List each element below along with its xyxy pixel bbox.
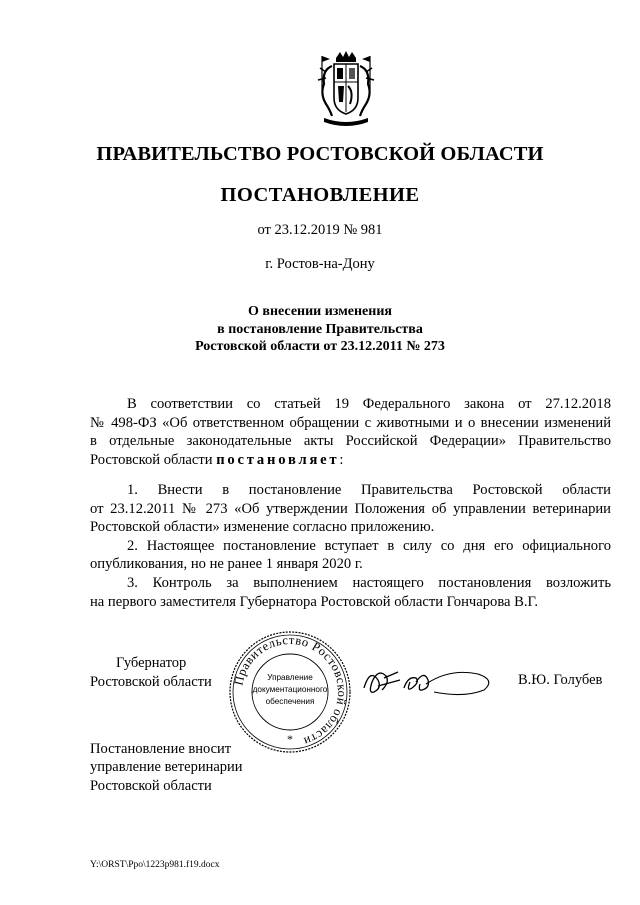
submitted-by-line: Ростовской области [90,777,212,794]
item-2-line: опубликования, но не ранее 1 января 2020 г. [90,556,363,573]
city: г. Ростов-на-Дону [265,256,375,272]
item-2-line: 2. Настоящее постановление вступает в силу со дня его официального [127,537,611,554]
signatory-name: В.Ю. Голубев [518,672,603,688]
preamble-line: в отдельные законодательные акты Российской Федерации» Правительство [90,433,611,450]
preamble [90,395,611,469]
stamp-center-line: Управление [267,673,313,682]
colon: : [339,451,344,468]
resolution-items [90,481,611,611]
document-subject [0,303,640,356]
decides-word: постановляет [216,451,340,468]
preamble-line: № 498-ФЗ «Об ответственном обращении с животными и о внесении изменений [90,414,611,431]
preamble-last-line [90,451,611,470]
signatory-title [90,654,212,691]
official-stamp [228,630,352,754]
handwritten-signature [360,658,500,704]
submitted-by [90,740,243,795]
date-and-number: от 23.12.2019 № 981 [257,222,383,238]
file-path: Y:\ORST\Ppo\1223p981.f19.docx [90,860,220,870]
subject-line: Ростовской области от 23.12.2011 № 273 [195,339,445,354]
preamble-line: В соответствии со статьей 19 Федерального закона от 27.12.2018 [127,396,611,412]
signatory-title-line: Губернатор [116,655,187,671]
subject-line: О внесении изменения [248,304,392,319]
preamble-text: Ростовской области [90,451,213,468]
signatory-title-line: Ростовской области [90,673,212,690]
stamp-center-line: обеспечения [265,697,315,706]
item-1-line: 1. Внести в постановление Правительства Ростовской области [127,482,611,498]
submitted-by-line: управление ветеринарии [90,759,243,776]
stamp-star: * [287,732,293,746]
coat-of-arms-icon [314,50,378,132]
stamp-ring-text: Правительство Ростовской области [231,632,350,749]
stamp-center-line: документационного [252,685,328,694]
subject-line: в постановление Правительства [217,321,423,337]
item-3-line: на первого заместителя Губернатора Ростовской области Гончарова В.Г. [90,593,538,610]
government-name: ПРАВИТЕЛЬСТВО РОСТОВСКОЙ ОБЛАСТИ [96,143,544,165]
item-1-line: от 23.12.2011 № 273 «Об утверждении Положения об управлении ветеринарии [90,500,611,517]
item-3-line: 3. Контроль за выполнением настоящего постановления возложить [127,574,611,591]
submitted-by-line: Постановление вносит [90,741,232,757]
item-1-line: Ростовской области» изменение согласно приложению. [90,519,435,536]
document-type: ПОСТАНОВЛЕНИЕ [220,184,420,206]
